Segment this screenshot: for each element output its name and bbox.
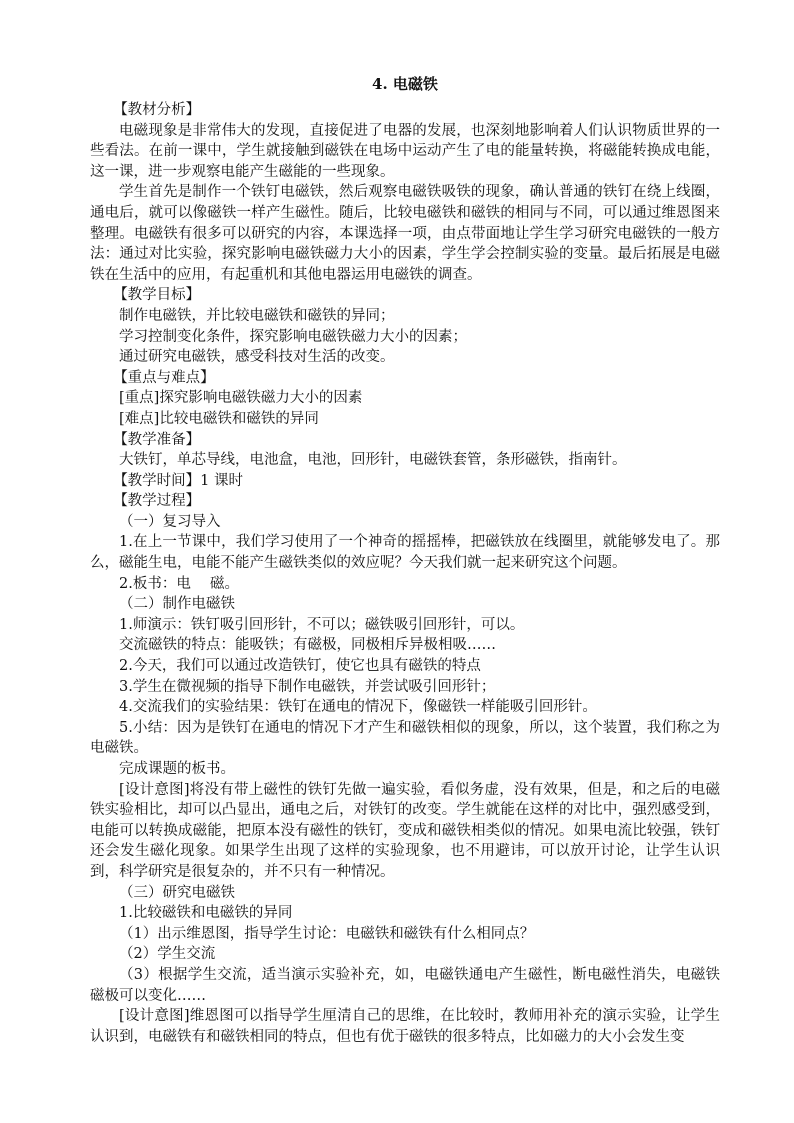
process-paragraph: 完成课题的板书。: [119, 761, 235, 777]
goal-item: 学习控制变化条件，探究影响电磁铁磁力大小的因素；: [119, 328, 467, 345]
subsection-heading-make: （二）制作电磁铁: [119, 596, 235, 613]
design-intent-paragraph: [设计意图]维恩图可以指导学生厘清自己的思维，在比较时，教师用补充的演示实验，让学生认识到，电磁铁有和磁铁相同的特点，但也有优于磁铁的很多特点，比如磁力的大小会发生变: [90, 1008, 720, 1045]
difficult-point: [难点]比较电磁铁和磁铁的异同: [119, 410, 319, 427]
document-page: [90, 74, 720, 1047]
process-paragraph: （1）出示维恩图，指导学生讨论：电磁铁和磁铁有什么相同点？: [119, 925, 535, 942]
process-paragraph: （2）学生交流: [119, 946, 216, 963]
process-paragraph: 5.小结：因为是铁钉在通电的情况下才产生和磁铁相似的现象，所以，这个装置，我们称之为电磁铁。: [90, 719, 720, 757]
process-paragraph: 1.师演示：铁钉吸引回形针，不可以；磁铁吸引回形针，可以。: [119, 616, 525, 633]
process-paragraph: 交流磁铁的特点：能吸铁；有磁极，同极相斥异极相吸……: [119, 637, 496, 654]
page-title: 4. 电磁铁: [372, 75, 438, 93]
prep-materials: 大铁钉，单芯导线，电池盒，电池，回形针，电磁铁套管，条形磁铁，指南针。: [119, 452, 627, 469]
section-heading-analysis: 【教材分析】: [113, 102, 201, 118]
section-heading-goals: 【教学目标】: [113, 287, 201, 304]
section-heading-prep: 【教学准备】: [113, 431, 201, 448]
analysis-paragraph-2: 学生首先是制作一个铁钉电磁铁，然后观察电磁铁吸铁的现象，确认普通的铁钉在绕上线圈，通电后，就可以像磁铁一样产生磁性。随后，比较电磁铁和磁铁的相同与不同，可以通过维恩图来整理。电磁铁有很多可以研究的内容，本课选择一项，由点带面地让学生学习研究电磁铁的一般方法：通过对比实验，探究影响电磁铁磁力大小的因素，学生学会控制实验的变量。最后拓展是电磁铁在生活中的应用，有起重机和其他电器运用电磁铁的调查。: [90, 184, 720, 283]
key-point: [重点]探究影响电磁铁磁力大小的因素: [119, 390, 363, 407]
process-paragraph: （3）根据学生交流，适当演示实验补充，如，电磁铁通电产生磁性，断电磁性消失，电磁铁磁极可以变化……: [90, 966, 720, 1004]
design-intent-paragraph: [设计意图]将没有带上磁性的铁钉先做一遍实验，看似务虚，没有效果，但是，和之后的电磁铁实验相比，却可以凸显出，通电之后，对铁钉的改变。学生就能在这样的对比中，强烈感受到，电能可以转换成磁能，把原本没有磁性的铁钉，变成和磁铁相类似的情况。如果电流比较强，铁钉还会发生磁化现象。如果学生出现了这样的实验现象，也不用避讳，可以放开讨论，让学生认识到，科学研究是很复杂的，并不只有一种情况。: [90, 781, 720, 880]
process-paragraph: 1.比较磁铁和电磁铁的异同: [119, 905, 293, 922]
subsection-heading-review: （一）复习导入: [119, 513, 221, 530]
analysis-paragraph-1: 电磁现象是非常伟大的发现，直接促进了电器的发展，也深刻地影响着人们认识物质世界的一些看法。在前一课中，学生就接触到磁铁在电场中运动产生了电的能量转换，将磁能转换成电能，这一课，进一步观察电能产生磁能的一些现象。: [90, 122, 720, 180]
subsection-heading-study: （三）研究电磁铁: [119, 884, 235, 901]
process-paragraph: 1.在上一节课中，我们学习使用了一个神奇的摇摇棒，把磁铁放在线圈里，就能够发电了。那么，磁能生电，电能不能产生磁铁类似的效应呢？今天我们就一起来研究这个问题。: [90, 534, 720, 572]
process-paragraph: 3.学生在微视频的指导下制作电磁铁，并尝试吸引回形针；: [119, 678, 496, 695]
process-paragraph: 2.今天，我们可以通过改造铁钉，使它也具有磁铁的特点: [119, 658, 481, 675]
section-teaching-time: 【教学时间】1 课时: [113, 472, 244, 489]
process-paragraph: 2.板书：电 磁。: [119, 575, 239, 592]
goal-item: 通过研究电磁铁，感受科技对生活的改变。: [119, 349, 395, 366]
section-heading-key: 【重点与难点】: [113, 369, 215, 386]
goal-item: 制作电磁铁，并比较电磁铁和磁铁的异同；: [119, 307, 395, 324]
section-heading-process: 【教学过程】: [113, 493, 201, 510]
process-paragraph: 4.交流我们的实验结果：铁钉在通电的情况下，像磁铁一样能吸引回形针。: [119, 699, 597, 716]
